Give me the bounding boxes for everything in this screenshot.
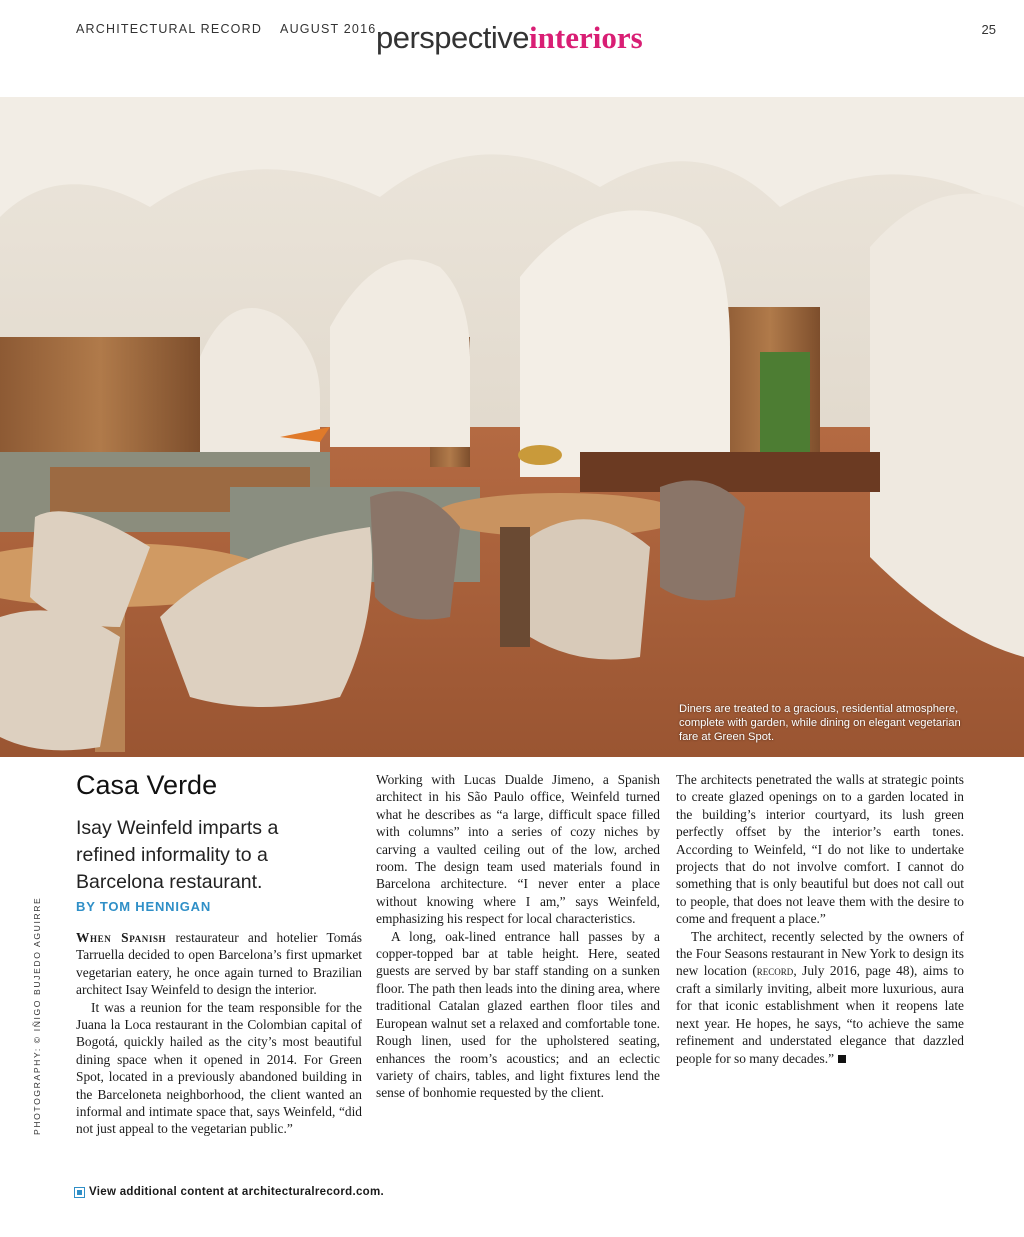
- article-byline: BY TOM HENNIGAN: [76, 899, 212, 914]
- body-column-3: [676, 771, 964, 1067]
- section-title-light: perspective: [376, 20, 530, 55]
- paragraph-1: When Spanish restaurateur and hotelier Tomás Tarruella decided to open Barcelona’s first upmarket vegetarian eatery, he once again turned to Brazilian architect Isay Weinfeld to design the interior.: [76, 930, 362, 998]
- record-reference: record: [756, 963, 794, 979]
- body-column-1: [76, 929, 362, 1138]
- footer-link-text[interactable]: View additional content at architecturalrecord.com.: [89, 1186, 384, 1198]
- page-number: 25: [981, 22, 996, 37]
- article-title: Casa Verde: [76, 770, 218, 800]
- photo-credit: PHOTOGRAPHY: © IÑIGO BUJEDO AGUIRRE: [32, 896, 42, 1135]
- lead-in: When Spanish: [76, 930, 167, 945]
- article-deck: Isay Weinfeld imparts a refined informality to a Barcelona restaurant.: [76, 817, 279, 893]
- issue-date: AUGUST 2016: [280, 22, 377, 36]
- section-title: [376, 18, 643, 58]
- running-header: [76, 22, 390, 36]
- paragraph-2: It was a reunion for the team responsible for the Juana la Loca restaurant in the Colombian capital of Bogotá, quickly hailed as the city’s most beautiful dining space when it opened in 2014. For Green Spot, located in a previously abandoned building in the Barceloneta neighborhood, the client wanted an informal and intimate space that, says Weinfeld, “did not just appeal to the vegetarian public.”: [76, 999, 362, 1137]
- photo-caption: Diners are treated to a gracious, residential atmosphere, complete with garden, while dining on elegant vegetarian fare at Green Spot.: [679, 703, 961, 743]
- section-title-bold: interiors: [529, 20, 643, 55]
- paragraph-3: Working with Lucas Dualde Jimeno, a Spanish architect in his São Paulo office, Weinfeld turned what he describes as “a large, difficult space filled with columns” into a series of cozy niches by carving a vaulted ceiling out of the low, arched room. The design team used materials found in Barcelona architecture. “I never enter a place without knowing where I am,” says Weinfeld, emphasizing his respect for local characteristics.: [376, 772, 660, 927]
- paragraph-6: The architect, recently selected by the owners of the Four Seasons restaurant in New York to design its new location (record, July 2016, page 48), aims to craft a similarly inviting, albeit more luxurious, aura for that iconic establishment when it reopens late next year. He hopes, he says, “to achieve the same refinement and understated elegance that dazzled people for so many decades.”: [676, 928, 964, 1066]
- footer-link[interactable]: [74, 1186, 384, 1198]
- body-column-2: [376, 771, 660, 1102]
- end-mark-icon: [838, 1055, 846, 1063]
- publication-name: ARCHITECTURAL RECORD: [76, 22, 263, 36]
- web-content-icon: [74, 1187, 85, 1198]
- paragraph-4: A long, oak-lined entrance hall passes by a copper-topped bar at table height. Here, seated guests are served by bar staff standing on a sunken floor. The path then leads into the dining area, where traditional Catalan glazed earthen floor tiles and European walnut set a relaxed and comfortable tone. Rough linen, used for the upholstered seating, enhances the room’s acoustics; and an eclectic variety of chairs, tables, and light fixtures lend the sense of bonhomie requested by the client.: [376, 928, 660, 1101]
- paragraph-5: The architects penetrated the walls at strategic points to create glazed openings on to a garden located in the building’s interior courtyard, its lush green perfectly offset by the interior’s earth tones. According to Weinfeld, “I do not like to undertake projects that do not involve comfort. I cannot do something that is only beautiful but does not call out to people, that does not leave them with the desire to come and frequent a place.”: [676, 772, 964, 927]
- restaurant-interior-photo: [0, 97, 1024, 757]
